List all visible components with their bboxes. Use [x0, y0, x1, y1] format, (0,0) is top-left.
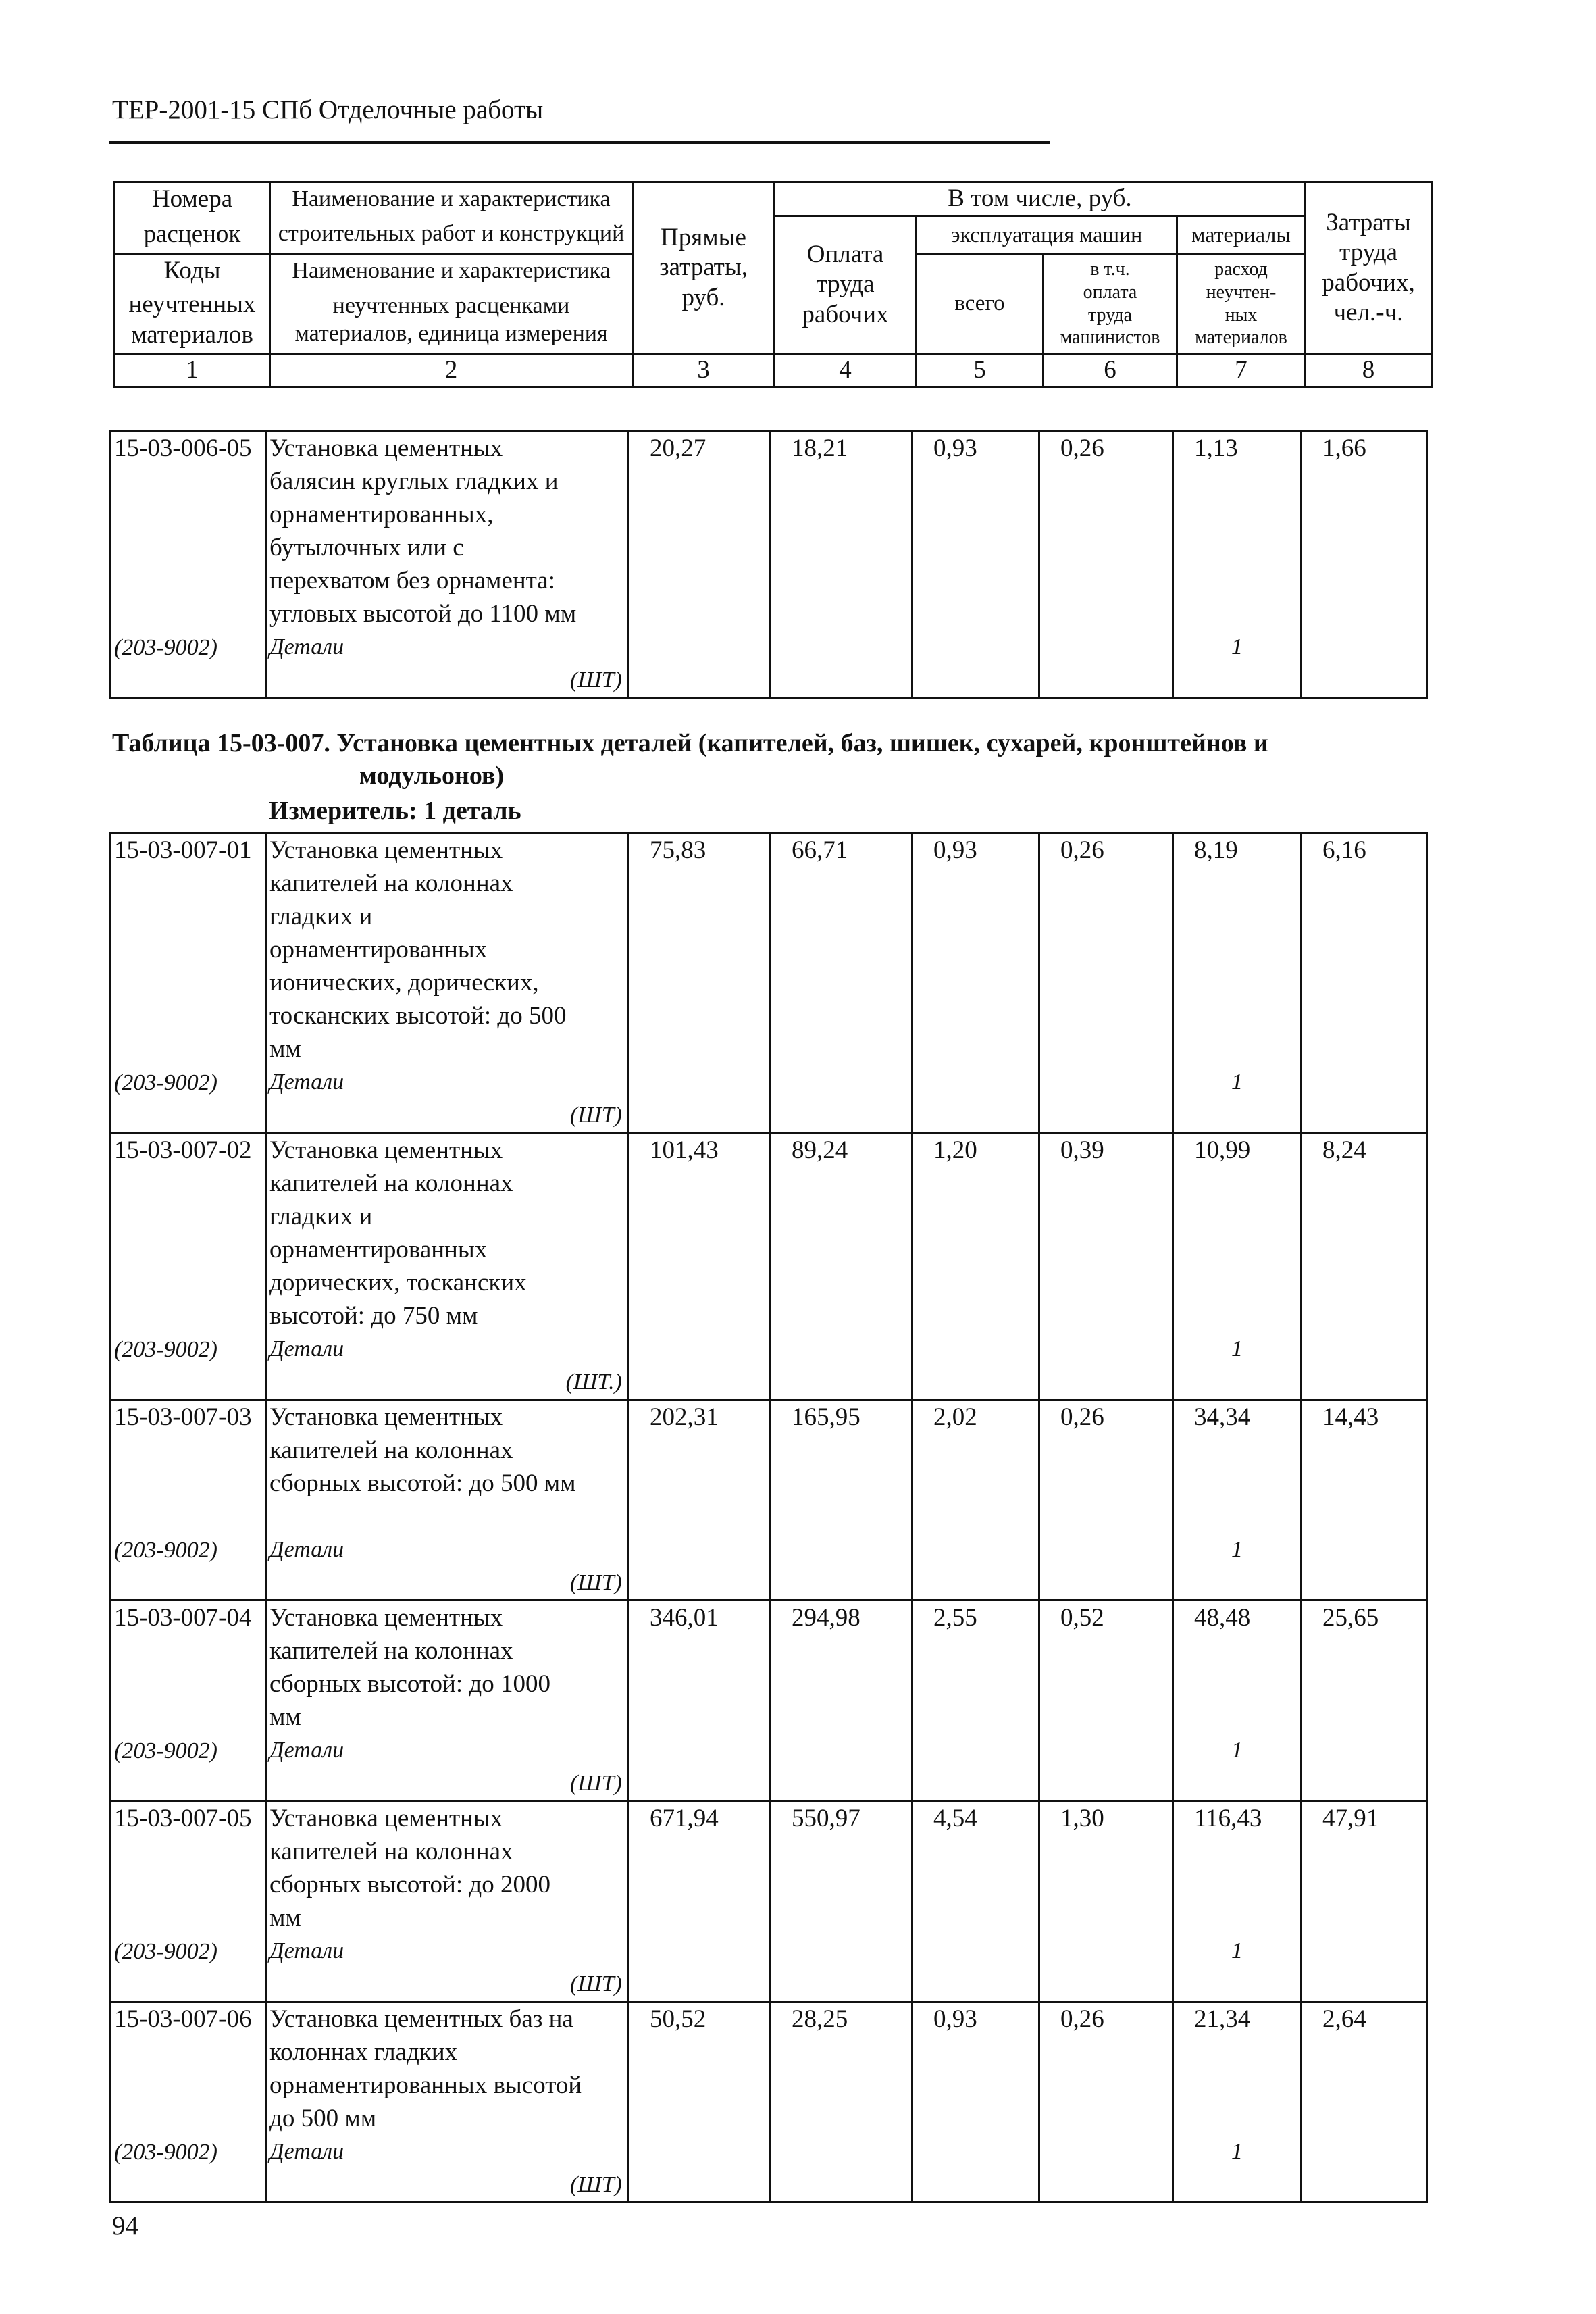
- work-description-line: Установка цементных: [269, 1403, 503, 1431]
- empty-cell: [1039, 1734, 1173, 1801]
- material-code-text: (203-9002): [114, 1538, 217, 1563]
- material-unit: (ШТ): [569, 1103, 622, 1128]
- machine-cost-total: 2,55: [912, 1601, 1039, 1734]
- machinist-labor-cost: 0,52: [1039, 1601, 1173, 1734]
- labor-hours: 47,91: [1302, 1801, 1428, 1935]
- col8-line-a: Затраты: [1326, 208, 1411, 236]
- material-code-text: (203-9002): [114, 1337, 217, 1362]
- col2-top-line: Наименование и характеристика: [292, 186, 611, 211]
- col3-line-c: руб.: [681, 283, 725, 311]
- material-row: [111, 1065, 1428, 1133]
- labor-cost: 294,98: [771, 1601, 912, 1734]
- empty-cell: [771, 1332, 912, 1400]
- work-description-line: высотой: до 750 мм: [269, 1302, 478, 1330]
- empty-cell: [1302, 1065, 1428, 1133]
- col1-top-b: расценок: [115, 216, 270, 254]
- empty-cell: [629, 1934, 771, 2002]
- rate-code: 15-03-007-02: [111, 1133, 266, 1333]
- material-row: [111, 630, 1428, 698]
- empty-cell: [771, 1934, 912, 2002]
- empty-cell: [1039, 1065, 1173, 1133]
- labor-cost: 28,25: [771, 2002, 912, 2136]
- machine-cost-total: 0,93: [912, 833, 1039, 1066]
- work-description: [266, 431, 629, 631]
- machinist-labor-cost: 0,26: [1039, 431, 1173, 631]
- col8-line-c: рабочих,: [1322, 268, 1415, 297]
- work-description-line: орнаментированных: [269, 936, 488, 963]
- material-name-cell: [266, 1533, 629, 1601]
- work-description-line: орнаментированных,: [269, 501, 494, 528]
- material-row: [111, 2135, 1428, 2203]
- labor-cost: 550,97: [771, 1801, 912, 1935]
- col2-bottom-line-c: материалов, единица измерения: [294, 320, 608, 346]
- col4-line-b: труда: [816, 270, 875, 299]
- work-description: [266, 1601, 629, 1734]
- col5-total-header: всего: [917, 254, 1044, 354]
- direct-costs: 75,83: [629, 833, 771, 1066]
- empty-cell: [912, 1065, 1039, 1133]
- table-title-line: Таблица 15-03-007. Установка цементных деталей (капителей, баз, шишек, сухарей, кронштейнов и: [112, 729, 1268, 757]
- rate-code: 15-03-006-05: [111, 431, 266, 631]
- material-name-cell: [266, 1065, 629, 1133]
- material-name-cell: [266, 1934, 629, 2002]
- empty-cell: [912, 630, 1039, 698]
- material-name: Детали: [269, 1070, 344, 1095]
- col6-machinist-labor-header: [1044, 254, 1177, 354]
- empty-cell: [912, 1332, 1039, 1400]
- rate-row: [111, 431, 1428, 631]
- material-name: Детали: [269, 1336, 344, 1361]
- work-description-line: Установка цементных баз на: [269, 2005, 573, 2033]
- col-number-6: 6: [1044, 354, 1177, 387]
- col6-line-d: машинистов: [1060, 327, 1160, 349]
- col8-line-d: чел.-ч.: [1333, 298, 1404, 326]
- measure-unit: Измеритель: 1 деталь: [269, 797, 521, 825]
- work-description-line: угловых высотой до 1100 мм: [269, 600, 577, 628]
- table-title-continuation: модульонов): [359, 761, 505, 790]
- material-code-text: (203-9002): [114, 2140, 217, 2165]
- material-code-text: (203-9002): [114, 635, 217, 660]
- direct-costs: 202,31: [629, 1400, 771, 1534]
- col6-line-b: оплата: [1083, 281, 1137, 303]
- machinist-labor-cost: 0,26: [1039, 833, 1173, 1066]
- col7-line-d: материалов: [1195, 327, 1287, 349]
- table-15-03-007: [109, 832, 1428, 2203]
- material-unit: (ШТ): [569, 1771, 622, 1796]
- materials-cost: 1,13: [1173, 431, 1302, 631]
- empty-cell: [1302, 630, 1428, 698]
- col1-bottom-line-c: материалов: [131, 320, 253, 349]
- col6-line-a: в т.ч.: [1090, 259, 1130, 280]
- material-code: [111, 630, 266, 698]
- machine-cost-total: 0,93: [912, 431, 1039, 631]
- header-rule: [109, 141, 1050, 144]
- machinist-labor-cost: 0,39: [1039, 1133, 1173, 1333]
- direct-costs: 101,43: [629, 1133, 771, 1333]
- work-description-line: капителей на колоннах: [269, 870, 513, 897]
- material-quantity: 1: [1173, 1533, 1302, 1601]
- empty-cell: [1039, 2135, 1173, 2203]
- empty-cell: [771, 2135, 912, 2203]
- material-code-text: (203-9002): [114, 1738, 217, 1763]
- work-description-line: капителей на колоннах: [269, 1169, 513, 1197]
- material-name-cell: [266, 1734, 629, 1801]
- material-name: Детали: [269, 2139, 344, 2164]
- labor-hours: 25,65: [1302, 1601, 1428, 1734]
- work-description-line: капителей на колоннах: [269, 1838, 513, 1865]
- material-quantity: 1: [1173, 1734, 1302, 1801]
- empty-cell: [1302, 1934, 1428, 2002]
- work-description-line: Установка цементных: [269, 1805, 503, 1832]
- empty-cell: [1302, 2135, 1428, 2203]
- work-description: [266, 2002, 629, 2136]
- empty-cell: [1039, 1934, 1173, 2002]
- material-code: [111, 1065, 266, 1133]
- col2-top-b: строительных работ и конструкций: [270, 216, 633, 254]
- work-description: [266, 1801, 629, 1935]
- work-description: [266, 1133, 629, 1333]
- empty-cell: [1302, 1734, 1428, 1801]
- empty-cell: [912, 1934, 1039, 2002]
- col3-line-b: затраты,: [659, 253, 748, 282]
- col7-line-c: ных: [1225, 304, 1258, 326]
- material-row: [111, 1332, 1428, 1400]
- empty-cell: [771, 630, 912, 698]
- materials-cost: 48,48: [1173, 1601, 1302, 1734]
- table-title: [112, 727, 1544, 792]
- labor-hours: 6,16: [1302, 833, 1428, 1066]
- empty-cell: [912, 1533, 1039, 1601]
- col-number-2: 2: [270, 354, 633, 387]
- page-header-title: ТЕР-2001-15 СПб Отделочные работы: [112, 95, 544, 124]
- work-description-line: Установка цементных: [269, 1136, 503, 1164]
- material-unit: (ШТ): [569, 1570, 622, 1595]
- material-name: Детали: [269, 634, 344, 659]
- material-name: Детали: [269, 1938, 344, 1963]
- col1-bottom-b: [115, 288, 270, 354]
- work-description-line: дорических, тосканских: [269, 1269, 527, 1297]
- work-description-line: [269, 1500, 627, 1533]
- rate-row: [111, 1133, 1428, 1333]
- machine-cost-total: 4,54: [912, 1801, 1039, 1935]
- col2-bottom-b: [270, 288, 633, 354]
- work-description-line: сборных высотой: до 500 мм: [269, 1469, 576, 1497]
- machine-cost-total: 0,93: [912, 2002, 1039, 2136]
- col3-line-a: Прямые: [661, 223, 746, 251]
- material-name-cell: [266, 2135, 629, 2203]
- empty-cell: [771, 1734, 912, 1801]
- work-description: [266, 833, 629, 1066]
- materials-cost: 116,43: [1173, 1801, 1302, 1935]
- rate-row: [111, 833, 1428, 1066]
- col2-bottom: Наименование и характеристика: [270, 254, 633, 288]
- work-description-line: перехватом без орнамента:: [269, 567, 556, 595]
- direct-costs: 671,94: [629, 1801, 771, 1935]
- col1-bottom: Коды: [115, 254, 270, 288]
- column-header-table: [113, 181, 1433, 388]
- rate-row: [111, 2002, 1428, 2136]
- empty-cell: [629, 630, 771, 698]
- section1-table: [109, 430, 1428, 699]
- col1-top: [115, 182, 270, 216]
- work-description-line: до 500 мм: [269, 2105, 377, 2132]
- col3-direct-costs-header: [633, 182, 775, 354]
- col8-labor-hours-header: [1306, 182, 1432, 354]
- col-number-5: 5: [917, 354, 1044, 387]
- empty-cell: [1302, 1533, 1428, 1601]
- direct-costs: 50,52: [629, 2002, 771, 2136]
- col-number-1: 1: [115, 354, 270, 387]
- materials-cost: 8,19: [1173, 833, 1302, 1066]
- materials-header: материалы: [1177, 216, 1306, 254]
- material-name: Детали: [269, 1738, 344, 1763]
- rate-code: 15-03-007-01: [111, 833, 266, 1066]
- material-code: [111, 1533, 266, 1601]
- materials-cost: 10,99: [1173, 1133, 1302, 1333]
- col-number-4: 4: [775, 354, 917, 387]
- work-description-line: капителей на колоннах: [269, 1436, 513, 1464]
- empty-cell: [912, 1734, 1039, 1801]
- material-code: [111, 2135, 266, 2203]
- material-name-cell: [266, 630, 629, 698]
- direct-costs: 346,01: [629, 1601, 771, 1734]
- labor-cost: 18,21: [771, 431, 912, 631]
- labor-cost: 66,71: [771, 833, 912, 1066]
- material-code: [111, 1934, 266, 2002]
- material-quantity: 1: [1173, 1934, 1302, 2002]
- materials-cost: 34,34: [1173, 1400, 1302, 1534]
- rate-row: [111, 1801, 1428, 1935]
- work-description-line: мм: [269, 1904, 301, 1932]
- empty-cell: [629, 2135, 771, 2203]
- work-description-line: гладких и: [269, 1203, 373, 1230]
- work-description-line: Установка цементных: [269, 1604, 503, 1632]
- work-description-line: орнаментированных высотой: [269, 2071, 582, 2099]
- materials-cost: 21,34: [1173, 2002, 1302, 2136]
- rate-code: 15-03-007-03: [111, 1400, 266, 1534]
- material-quantity: 1: [1173, 1065, 1302, 1133]
- labor-hours: 2,64: [1302, 2002, 1428, 2136]
- work-description: [266, 1400, 629, 1534]
- work-description-line: ионических, дорических,: [269, 969, 539, 997]
- work-description-line: сборных высотой: до 1000: [269, 1670, 550, 1698]
- empty-cell: [771, 1065, 912, 1133]
- rate-code: 15-03-007-05: [111, 1801, 266, 1935]
- col-number-8: 8: [1306, 354, 1432, 387]
- page-number: 94: [112, 2211, 138, 2240]
- material-row: [111, 1734, 1428, 1801]
- col4-labor-header: [775, 216, 917, 354]
- group-header: В том числе, руб.: [775, 182, 1306, 216]
- material-unit: (ШТ.): [565, 1369, 622, 1394]
- work-description-line: капителей на колоннах: [269, 1637, 513, 1665]
- machinist-labor-cost: 1,30: [1039, 1801, 1173, 1935]
- col2-top: [270, 182, 633, 216]
- material-unit: (ШТ): [569, 2172, 622, 2197]
- material-code: [111, 1332, 266, 1400]
- empty-cell: [912, 2135, 1039, 2203]
- empty-cell: [1039, 630, 1173, 698]
- machine-cost-total: 2,02: [912, 1400, 1039, 1534]
- empty-cell: [629, 1734, 771, 1801]
- col6-line-c: труда: [1087, 304, 1133, 326]
- material-row: [111, 1533, 1428, 1601]
- labor-cost: 89,24: [771, 1133, 912, 1333]
- empty-cell: [771, 1533, 912, 1601]
- machine-cost-total: 1,20: [912, 1133, 1039, 1333]
- work-description-line: гладких и: [269, 903, 373, 930]
- col8-line-b: труда: [1339, 238, 1398, 267]
- empty-cell: [1039, 1533, 1173, 1601]
- material-unit: (ШТ): [569, 1971, 622, 1996]
- col-number-3: 3: [633, 354, 775, 387]
- empty-cell: [1039, 1332, 1173, 1400]
- machinist-labor-cost: 0,26: [1039, 2002, 1173, 2136]
- material-code-text: (203-9002): [114, 1070, 217, 1095]
- col1-bottom-line-b: неучтенных: [128, 291, 256, 319]
- work-description-line: мм: [269, 1703, 301, 1731]
- work-description-line: колоннах гладких: [269, 2038, 458, 2066]
- material-code-text: (203-9002): [114, 1939, 217, 1964]
- machinist-labor-cost: 0,26: [1039, 1400, 1173, 1534]
- empty-cell: [1302, 1332, 1428, 1400]
- col7-line-b: неучтен-: [1206, 281, 1277, 303]
- work-description-line: мм: [269, 1035, 301, 1063]
- material-name: Детали: [269, 1537, 344, 1562]
- labor-hours: 1,66: [1302, 431, 1428, 631]
- col4-line-c: рабочих: [802, 300, 889, 328]
- work-description-line: сборных высотой: до 2000: [269, 1871, 550, 1898]
- col2-bottom-line-b: неучтенных расценками: [332, 293, 570, 318]
- work-description-line: балясин круглых гладких и: [269, 468, 559, 495]
- empty-cell: [629, 1332, 771, 1400]
- col7-line-a: расход: [1214, 259, 1268, 280]
- work-description-line: Установка цементных: [269, 836, 503, 864]
- work-description-line: бутылочных или с: [269, 534, 464, 561]
- labor-cost: 165,95: [771, 1400, 912, 1534]
- col4-line-a: Оплата: [806, 240, 884, 268]
- direct-costs: 20,27: [629, 431, 771, 631]
- empty-cell: [629, 1533, 771, 1601]
- material-name-cell: [266, 1332, 629, 1400]
- empty-cell: [629, 1065, 771, 1133]
- work-description-line: тосканских высотой: до 500: [269, 1002, 567, 1030]
- rate-row: [111, 1601, 1428, 1734]
- labor-hours: 14,43: [1302, 1400, 1428, 1534]
- machines-header: эксплуатация машин: [917, 216, 1177, 254]
- material-code: [111, 1734, 266, 1801]
- material-unit: (ШТ): [569, 668, 622, 693]
- material-quantity: 1: [1173, 630, 1302, 698]
- rate-row: [111, 1400, 1428, 1534]
- rate-code: 15-03-007-06: [111, 2002, 266, 2136]
- material-quantity: 1: [1173, 2135, 1302, 2203]
- work-description-line: Установка цементных: [269, 434, 503, 462]
- labor-hours: 8,24: [1302, 1133, 1428, 1333]
- material-row: [111, 1934, 1428, 2002]
- col-number-7: 7: [1177, 354, 1306, 387]
- rate-code: 15-03-007-04: [111, 1601, 266, 1734]
- work-description-line: орнаментированных: [269, 1236, 488, 1263]
- col1-top-line: Номера: [151, 185, 233, 213]
- material-quantity: 1: [1173, 1332, 1302, 1400]
- col7-materials-header: [1177, 254, 1306, 354]
